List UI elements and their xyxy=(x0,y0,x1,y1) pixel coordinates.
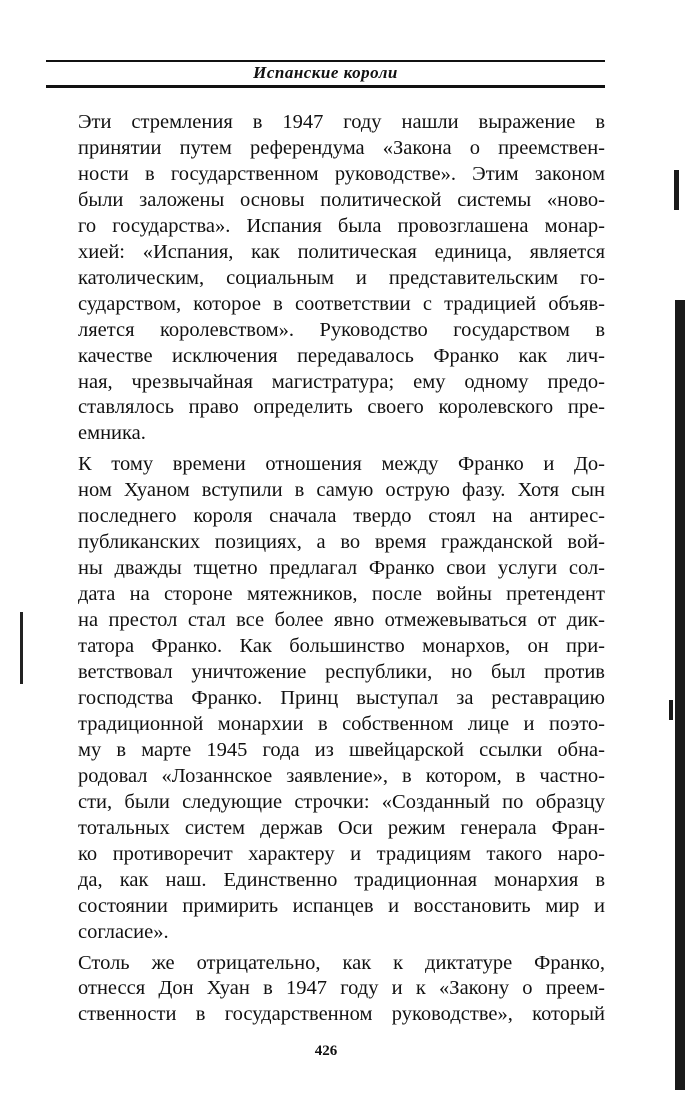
page-edge-mark xyxy=(669,700,673,720)
text-line: хией: «Испания, как политическая единица, является xyxy=(78,240,605,263)
text-line: традиционной монархии в собственном лице и поэто- xyxy=(78,712,605,735)
text-line: Эти стремления в 1947 году нашли выражение в xyxy=(78,111,605,133)
text-line: ны дважды тщетно предлагал Франко свои услуги сол- xyxy=(78,557,605,580)
text-line: принятии путем референдума «Закона о преемствен- xyxy=(78,136,605,159)
text-line: сударством, которое в соответствии с традицией объяв- xyxy=(78,292,605,315)
text-line: Столь же отрицательно, как к диктатуре Франко, xyxy=(78,951,605,974)
body-text xyxy=(47,110,605,1028)
text-line: католическим, социальным и представительским го- xyxy=(78,266,605,289)
text-line: сти, были следующие строчки: «Созданный по образцу xyxy=(78,790,605,813)
text-line: на престол стал все более явно отмежевываться от дик- xyxy=(78,609,605,632)
text-line: ном Хуаном вступили в самую острую фазу. Хотя сын xyxy=(78,479,605,502)
text-line: дата на стороне мятежников, после войны претендент xyxy=(78,583,605,606)
text-line: го государства». Испания была провозглашена монар- xyxy=(78,214,605,237)
text-line: К тому времени отношения между Франко и До- xyxy=(78,453,605,476)
text-line: му в марте 1945 года из швейцарской ссылки обна- xyxy=(78,738,605,761)
text-line: да, как наш. Единственно традиционная монархия в xyxy=(78,868,605,891)
header-rule-bottom xyxy=(46,85,605,88)
page-number: 426 xyxy=(314,1043,338,1059)
text-line: состоянии примирить испанцев и восстановить мир и xyxy=(78,894,605,917)
paragraph-1 xyxy=(47,110,605,447)
text-line: ности в государственном руководстве». Этим законом xyxy=(78,162,605,185)
text-line: господства Франко. Принц выступал за реставрацию xyxy=(78,686,605,709)
text-line: родовал «Лозаннское заявление», в котором, в частно- xyxy=(78,764,605,787)
text-line: ветствовал уничтожение республики, но был против xyxy=(78,661,605,684)
text-line: согласие». xyxy=(78,920,169,943)
page-edge-mark xyxy=(674,170,679,210)
paragraph-3 xyxy=(47,951,605,1029)
text-line: ная, чрезвычайная магистратура; ему одному предо- xyxy=(78,370,605,393)
page-edge-shadow xyxy=(675,300,685,1090)
running-head: Испанские короли xyxy=(253,63,398,82)
text-line: ляется королевством». Руководство государством в xyxy=(78,318,605,341)
text-line: ственности в государственном руководстве», который xyxy=(78,1003,605,1026)
text-line: качестве исключения передавалось Франко как лич- xyxy=(78,344,605,367)
margin-pencil-line xyxy=(20,612,23,684)
text-line: ставлялось право определить своего королевского пре- xyxy=(78,396,605,419)
text-line: емника. xyxy=(78,422,146,445)
text-line: отнесся Дон Хуан в 1947 году и к «Закону о преем- xyxy=(78,977,605,1000)
text-line: были заложены основы политической системы «ново- xyxy=(78,188,605,211)
text-line: тотальных систем держав Оси режим генерала Фран- xyxy=(78,816,605,839)
paragraph-2 xyxy=(47,452,605,945)
text-line: ко противоречит характеру и традициям такого наро- xyxy=(78,842,605,865)
text-line: публиканских позициях, а во время гражданской вой- xyxy=(78,531,605,554)
text-line: татора Франко. Как большинство монархов, он при- xyxy=(78,635,605,658)
text-line: последнего короля сначала твердо стоял на антирес- xyxy=(78,505,605,528)
